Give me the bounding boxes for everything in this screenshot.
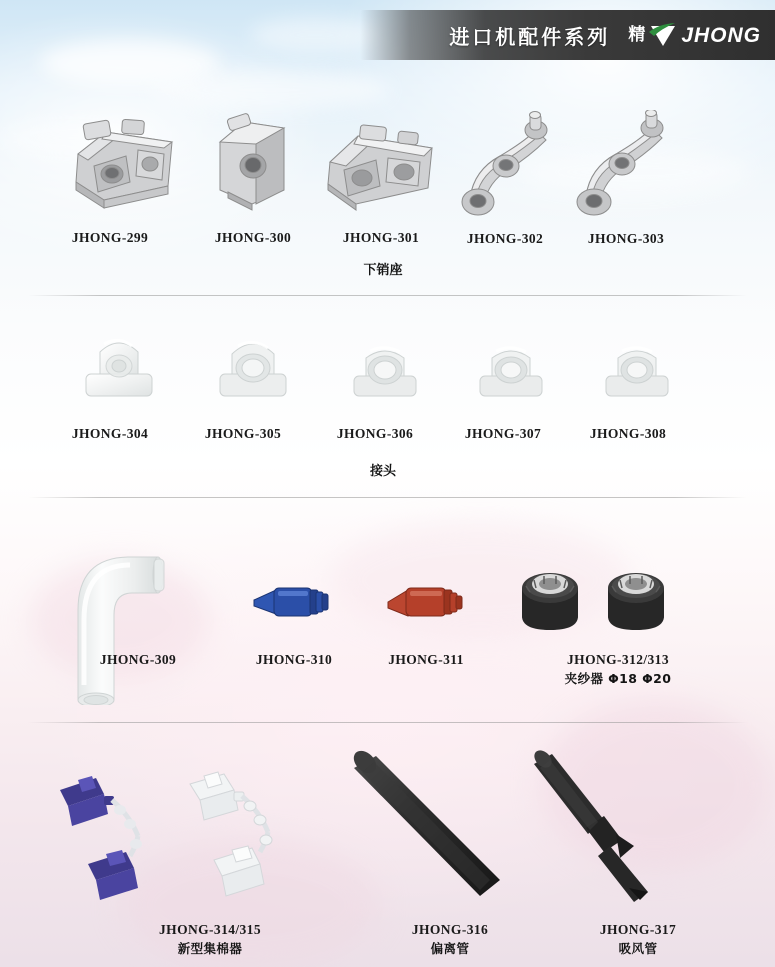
code-text: JHONG-317 [599,922,677,937]
product-image-jhong-307 [466,338,556,419]
product-code-jhong-301: JHONG-301 [342,230,420,245]
code-text: JHONG-314/315 [159,922,261,937]
section-divider [28,722,747,723]
product-code-jhong-302: JHONG-302 [466,231,544,246]
product-image-jhong-311 [382,578,474,633]
logo-wordmark: JHONG [681,23,761,47]
product-image-jhong-309 [58,515,188,710]
page-title: 进口机配件系列 [449,24,611,49]
product-image-jhong-316 [340,748,520,913]
product-image-jhong-315 [180,758,320,913]
code-text: JHONG-316 [411,922,489,937]
group-label-row-2: 接头 [369,464,396,479]
product-subtitle-jhong-316: 偏离管 [430,941,470,956]
product-code-jhong-316 [370,922,530,957]
product-image-jhong-308 [592,338,682,419]
product-code-jhong-317 [558,922,718,957]
product-subtitle-jhong-314-315: 新型集棉器 [177,941,243,956]
product-image-jhong-304 [74,330,164,421]
product-image-jhong-317 [524,750,684,915]
section-divider [28,497,747,498]
cloud-decoration [150,70,390,110]
product-image-jhong-313 [596,552,676,639]
product-code-jhong-299: JHONG-299 [71,230,149,245]
product-code-jhong-307: JHONG-307 [464,426,542,441]
product-image-jhong-314 [52,760,192,915]
product-subtitle-jhong-312-313: 夹纱器 Φ18 Φ20 [564,671,672,686]
header-banner [360,10,775,60]
product-image-jhong-302 [450,110,560,227]
product-image-jhong-303 [568,110,678,227]
brand-logo [628,22,769,48]
product-code-jhong-305: JHONG-305 [204,426,282,441]
product-image-jhong-310 [248,578,340,633]
group-label-row-1: 下销座 [363,263,403,278]
product-code-jhong-306: JHONG-306 [336,426,414,441]
product-code-jhong-303: JHONG-303 [587,231,665,246]
product-image-jhong-305 [208,330,298,421]
product-code-jhong-300: JHONG-300 [214,230,292,245]
product-code-jhong-308: JHONG-308 [589,426,667,441]
product-code-jhong-311: JHONG-311 [388,652,464,667]
logo-chinese-character: 精 [628,24,646,45]
swoosh-mark-icon [649,22,677,48]
product-code-jhong-312-313 [528,652,708,687]
product-image-jhong-301 [320,118,446,223]
product-code-jhong-304: JHONG-304 [71,426,149,441]
product-image-jhong-306 [340,338,430,419]
code-text: JHONG-312/313 [567,652,669,667]
product-code-jhong-314-315 [120,922,300,957]
product-code-jhong-310: JHONG-310 [255,652,333,667]
section-divider [28,295,747,296]
product-subtitle-jhong-317: 吸风管 [618,941,658,956]
product-image-jhong-299 [64,108,186,223]
product-image-jhong-300 [198,108,308,223]
product-code-jhong-309: JHONG-309 [99,652,177,667]
product-image-jhong-312 [510,552,590,639]
